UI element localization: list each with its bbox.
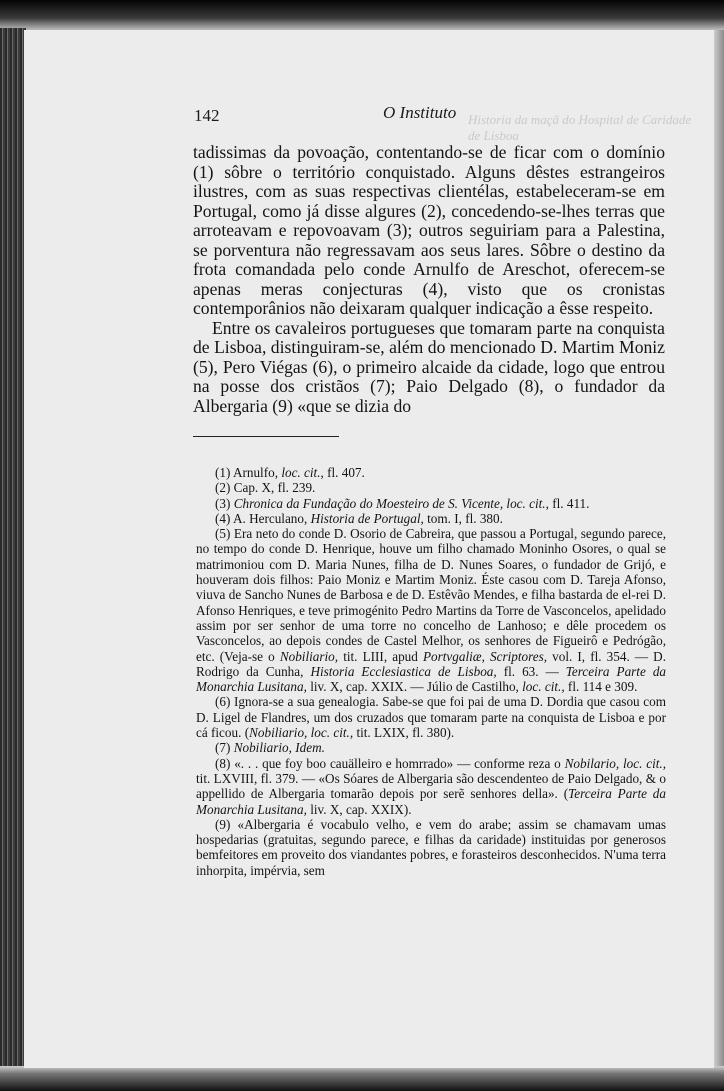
footnote-9: (9) «Albergaria é vocabulo velho, e vem do arabe; assim se chamavam umas hospedarias (gratuitas, segundo parece, e filhas da caridade) instituidas por generosos bemfeitores em proveito dos viandantes pobres, e forasteiros desconhecidos. N'uma terra inhorpita, impérvia, sem	[196, 816, 666, 878]
footnotes	[196, 465, 666, 878]
paragraph: tadissimas da povoação, contentando-se de ficar com o domínio (1) sôbre o território conquistado. Alguns dêstes estrangeiros ilustres, com as suas respectivas clientélas, estabeleceram-se em Portugal, como já disse algures (2), concedendo-se-lhes terras que arroteavam e repovoavam (3); outros seguiriam para a Palestina, se porventura não regressavam aos seus lares. Sôbre o destino da frota comandada pelo conde Arnulfo de Areschot, oferecem-se apenas meras conjecturas (4), visto que os cronistas contemporânios não deixaram qualquer indicação a êsse respeito.	[193, 142, 665, 318]
footnote-4: (4) A. Herculano, Historia de Portugal, tom. I, fl. 380.	[215, 510, 503, 526]
footnote-rule	[193, 436, 339, 437]
page-bottom-edge	[0, 1066, 724, 1091]
main-text	[193, 143, 665, 416]
page-number: 142	[194, 106, 220, 125]
show-through-text: Historia da maçã do Hospital de Caridade de Lisboa	[468, 112, 692, 143]
running-head: O Instituto	[383, 103, 457, 122]
footnote-8: (8) «. . . que foy boo cauälleiro e homrrado» — conforme reza o Nobilario, loc. cit., tit. LXVIII, fl. 379. — «Os Sóares de Albergaria são descendenteo de Paio Delgado, & o appellido de Albergaria tomarão depois por serẽ senhores della». (Terceira Parte da Monarchia Lusitana, liv. X, cap. XXIX).	[196, 755, 666, 817]
paragraph: Entre os cavaleiros portugueses que tomaram parte na conquista de Lisboa, distinguiram-se, além do mencionado D. Martim Moniz (5), Pero Viégas (6), o primeiro alcaide da cidade, logo que entrou na posse dos cristãos (7); Paio Delgado (8), o fundador da Albergaria (9) «que se dizia do	[193, 317, 665, 416]
footnote-5: (5) Era neto do conde D. Osorio de Cabreira, que passou a Portugal, segundo parece, no tempo do conde D. Henrique, houve um filho chamado Moninho Osores, o qual se matrimoniou com D. Maria Nunes, filha de D. Nunes Soares, o fundador de Grijó, e houveram dois filhos: Paio Moniz e Martim Moniz. Éste casou com D. Tareja Afonso, viuva de Sancho Nunes de Barbosa e de D. Estêvão Mendes, e filha bastarda de el-rei D. Afonso Henriques, e teve primogénito Pedro Martins da Torre de Vasconcelos, apelidado assim por ser senhor de uma torre no concelho de Lanhoso; e dêle procedem os Vasconcelos, ao depois condes de Castel Melhor, os senhores de Figueirô e Pedrógão, etc. (Veja-se o Nobiliario, tit. LIII, apud Portvgaliæ, Scriptores, vol. I, fl. 354. — D. Rodrigo da Cunha, Historia Ecclesiastica de Lisboa, fl. 63. — Terceira Parte da Monarchia Lusitana, liv. X, cap. XXIX. — Júlio de Castilho, loc. cit., fl. 114 e 309.	[196, 526, 667, 695]
footnote-7: (7) Nobiliario, Idem.	[215, 740, 325, 756]
footnote-6: (6) Ignora-se a sua genealogia. Sabe-se que foi pai de uma D. Dordia que casou com D. Ligel de Flandres, um dos cruzados que tomaram parte na conquista de Lisboa e por cá ficou. (Nobiliario, loc. cit., tit. LXIX, fl. 380).	[196, 694, 666, 741]
book-page-edges	[0, 28, 26, 1068]
footnote-2: (2) Cap. X, fl. 239.	[215, 480, 316, 496]
footnote-3: (3) Chronica da Fundação do Moesteiro de S. Vicente, loc. cit., fl. 411.	[215, 495, 590, 511]
footnote-1: (1) Arnulfo, loc. cit., fl. 407.	[215, 465, 365, 480]
page-top-edge	[0, 0, 724, 30]
